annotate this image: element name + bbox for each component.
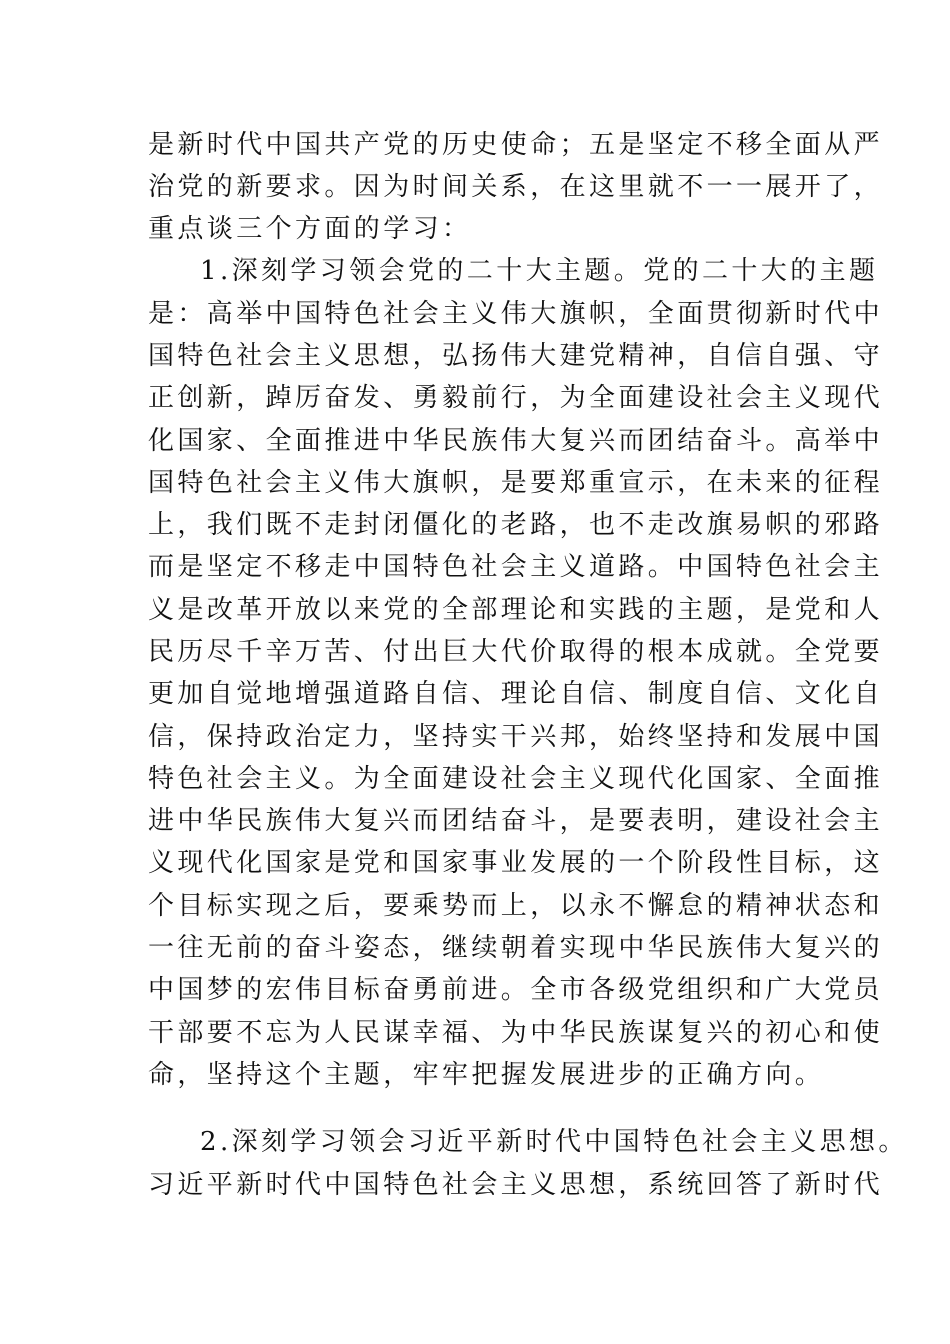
text-line: 而是坚定不移走中国特色社会主义道路。中国特色社会主 [148, 552, 884, 582]
text-line: 民历尽千辛万苦、付出巨大代价取得的根本成就。全党要 [148, 637, 884, 667]
text-line: 进中华民族伟大复兴而团结奋斗，是要表明，建设社会主 [148, 806, 884, 836]
section-heading-line: 1.深刻学习领会党的二十大主题。党的二十大的主题 [200, 256, 879, 286]
text-line: 个目标实现之后，要乘势而上，以永不懈怠的精神状态和 [148, 891, 884, 921]
text-line: 习近平新时代中国特色社会主义思想，系统回答了新时代 [148, 1170, 884, 1200]
text-line: 是新时代中国共产党的历史使命；五是坚定不移全面从严 [148, 130, 884, 160]
text-line: 更加自觉地增强道路自信、理论自信、制度自信、文化自 [148, 679, 884, 709]
text-line: 义现代化国家是党和国家事业发展的一个阶段性目标，这 [148, 848, 884, 878]
section-heading-line: 2.深刻学习领会习近平新时代中国特色社会主义思想。 [200, 1127, 908, 1157]
text-line: 上，我们既不走封闭僵化的老路，也不走改旗易帜的邪路 [148, 510, 884, 540]
text-line: 治党的新要求。因为时间关系，在这里就不一一展开了， [148, 172, 884, 202]
text-line: 中国梦的宏伟目标奋勇前进。全市各级党组织和广大党员 [148, 975, 884, 1005]
text-line: 是：高举中国特色社会主义伟大旗帜，全面贯彻新时代中 [148, 299, 884, 329]
text-line: 命，坚持这个主题，牢牢把握发展进步的正确方向。 [148, 1060, 825, 1090]
text-line: 信，保持政治定力，坚持实干兴邦，始终坚持和发展中国 [148, 722, 884, 752]
text-line: 特色社会主义。为全面建设社会主义现代化国家、全面推 [148, 764, 884, 794]
text-line: 义是改革开放以来党的全部理论和实践的主题，是党和人 [148, 595, 884, 625]
text-line: 国特色社会主义伟大旗帜，是要郑重宣示，在未来的征程 [148, 468, 884, 498]
text-line: 重点谈三个方面的学习： [148, 214, 472, 244]
text-line: 正创新，踔厉奋发、勇毅前行，为全面建设社会主义现代 [148, 383, 884, 413]
text-line: 化国家、全面推进中华民族伟大复兴而团结奋斗。高举中 [148, 426, 884, 456]
text-line: 干部要不忘为人民谋幸福、为中华民族谋复兴的初心和使 [148, 1018, 884, 1048]
text-line: 国特色社会主义思想，弘扬伟大建党精神，自信自强、守 [148, 341, 884, 371]
text-line: 一往无前的奋斗姿态，继续朝着实现中华民族伟大复兴的 [148, 933, 884, 963]
